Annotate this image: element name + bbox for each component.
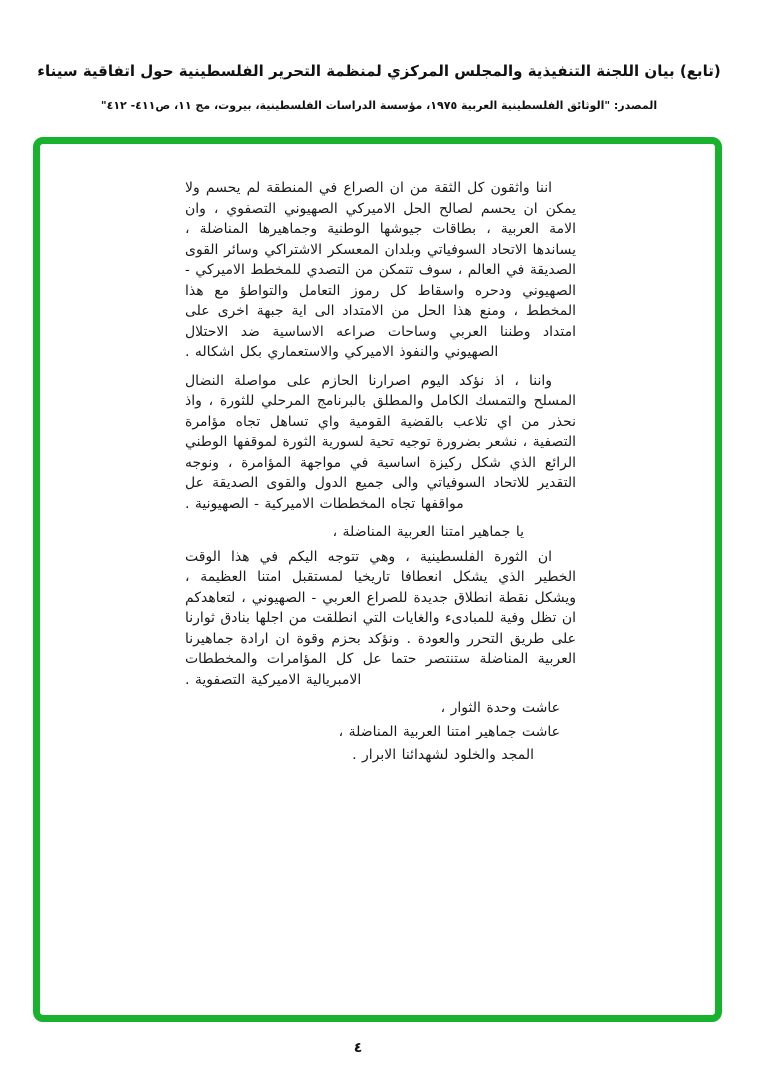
paragraph-slogan: عاشت جماهير امتنا العربية المناضلة ، xyxy=(338,723,560,740)
source-citation: المصدر: "الوثائق الفلسطينية العربية ١٩٧٥، مؤسسة الدراسات الفلسطينية، بيروت، مج ١١، ص٤١١- ٤١٢" xyxy=(100,99,658,112)
page-number: ٤ xyxy=(353,1040,363,1056)
page-title: (تابع) بيان اللجنة التنفيذية والمجلس المركزي لمنظمة التحرير الفلسطينية حول اتفاقية سيناء xyxy=(37,62,721,80)
paragraph-body: ان الثورة الفلسطينية ، وهي تتوجه اليكم في هذا الوقت الخطير الذي يشكل انعطافا تاريخيا لمستقبل امتنا العظيمة ، ويشكل نقطة انطلاق جديدة للصراع العربي - الصهيوني ، لتعاهدكم ان تظل وفية للمبادىء والغايات التي انطلقت من اجلها بنادق ثوارنا على طريق التحرر والعودة . ونؤكد بحزم وقوة ان ارادة جماهيرنا العربية المناضلة ستنتصر حتما عل كل المؤامرات والمخططات الامبريالية الاميركية التصفوية . xyxy=(185,548,576,688)
paragraph-body: واننا ، اذ نؤكد اليوم اصرارنا الحازم على مواصلة النضال المسلح والتمسك الكامل والمطلق بالبرنامج المرحلي للثورة ، واذ نحذر من اي تلاعب بالقضية القومية واي تساهل تجاه مؤامرة التصفية ، نشعر بضرورة توجيه تحية لسورية الثورة لموقفها الوطني الرائع الذي شكل ركيزة اساسية في مواجهة المؤامرة ، ونوجه التقدير للاتحاد السوفياتي والى جميع الدول والقوى الصديقة عل مواقفها تجاه المخططات الاميركية - الصهيونية . xyxy=(185,372,576,512)
paragraph-body: اننا واثقون كل الثقة من ان الصراع في المنطقة لم يحسم ولا يمكن ان يحسم لصالح الحل الاميركي الصهيوني التصفوي ، وان الامة العربية ، بطاقات جيوشها الوطنية وجماهيرها المناضلة ، يساندها الاتحاد السوفياتي وبلدان المعسكر الاشتراكي وسائر القوى الصديقة في العالم ، سوف تتمكن من التصدي للمخطط الاميركي - الصهيوني ودحره واسقاط كل رموز التعامل والتواطؤ مع هذا المخطط ، ومنع هذا الحل من الامتداد الى اية جبهة اخرى على امتداد وطننا العربي وساحات صراعه الاساسية ضد الاحتلال الصهيوني والنفوذ الاميركي والاستعماري بكل اشكاله . xyxy=(185,180,576,360)
paragraph-slogan: عاشت وحدة الثوار ، xyxy=(440,700,560,716)
document-body xyxy=(185,178,576,769)
paragraph-salutation: يا جماهير امتنا العربية المناضلة ، xyxy=(332,524,524,540)
paragraph-closing: المجد والخلود لشهدائنا الابرار . xyxy=(352,747,534,763)
